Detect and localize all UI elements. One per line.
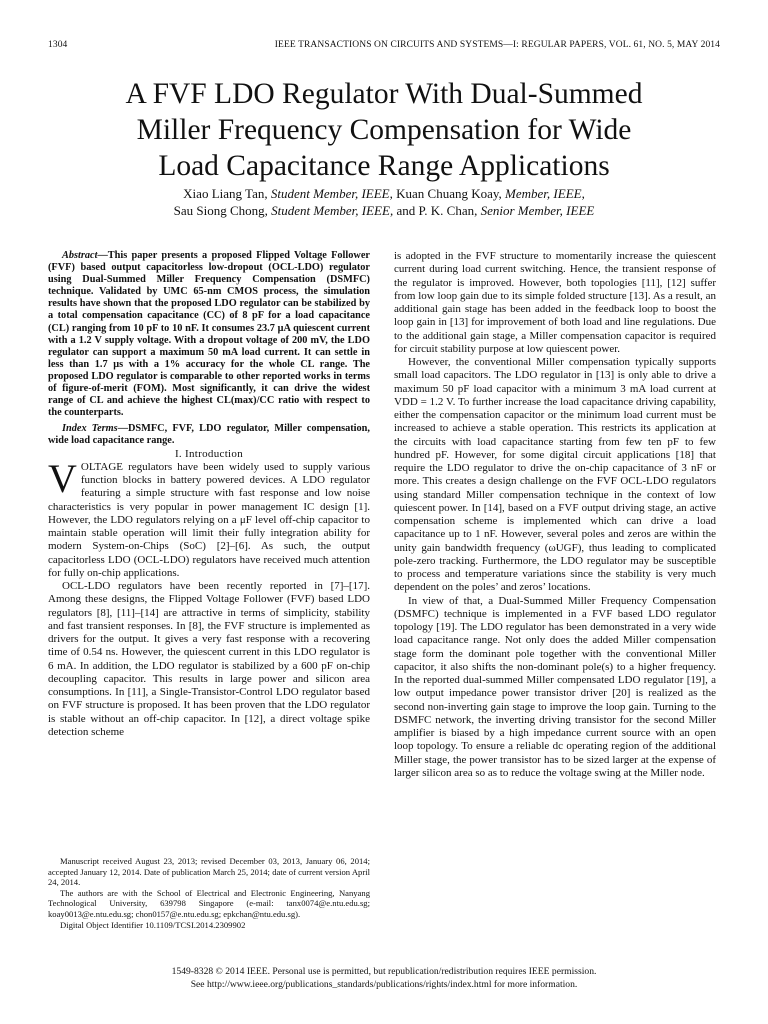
title-line-2: Miller Frequency Compensation for Wide (136, 114, 632, 146)
intro-paragraph-2: OCL-LDO regulators have been recently reported in [7]–[17]. Among these designs, the Flipped Voltage Follower (FVF) based LDO regulators [8], [11]–[14] are attractive in terms of simplicity, stability and fast transient responses. In [8], the FVF structure is implemented as drivers for the output. It gives a very fast response with a recovering time of 0.54 ns. However, the quiescent current in this LDO regulator is 6 mA. In addition, the LDO regulator is stabilized by a 600 pF on-chip decoupling capacitor. This results in large power and silicon area consumptions. In [11], a Single-Transistor-Control LDO regulator based on FVF structure is proposed. It has been proven that the LDO regulator is stable without an off-chip capacitor. In [12], a direct voltage spike detection scheme (48, 580, 370, 738)
author-name: Sau Siong Chong, (173, 203, 268, 218)
title-line-3: Load Capacitance Range Applications (158, 150, 610, 182)
author-role: Student Member, IEEE, (271, 203, 394, 218)
rights-link-line: See http://www.ieee.org/publications_standards/publications/rights/index.html for more information. (190, 978, 578, 990)
author-line-1 (48, 185, 720, 202)
footnote-manuscript: Manuscript received August 23, 2013; revised December 03, 2013, January 06, 2014; accepted January 12, 2014. Date of publication March 25, 2014; date of current version April 24, 2014. (48, 856, 370, 888)
footnote-doi: Digital Object Identifier 10.1109/TCSI.2014.2309902 (60, 919, 246, 930)
abstract-text: —This paper presents a proposed Flipped Voltage Follower (FVF) based output capacitorless low-dropout (OCL-LDO) regulator using Dual-Summed Miller Frequency Compensation (DSMFC) technique. Validated by UMC 65-nm CMOS process, the simulation results have shown that the proposed LDO regulator can be stabilized by a total compensation capacitance (CC) of 8 pF for a load capacitance (CL) ranging from 10 pF to 10 nF. It consumes 23.7 μA quiescent current with a 1.2 V supply voltage. With a dropout voltage of 200 mV, the LDO regulator can support a maximum 50 mA load current. It can settle in less than 1.7 μs with a 1% accuracy for the whole CL range. The proposed LDO regulator is comparable to other reported works in terms of figure-of-merit (FOM). Most significantly, it can drive the widest range of CL and achieve the highest CL(max)/CC ratio with respect to the counterparts. (48, 250, 370, 419)
author-list (48, 185, 720, 219)
abstract-label: Abstract (62, 250, 98, 261)
author-conjunction: and (396, 203, 416, 218)
body-paragraph: However, the conventional Miller compensation typically supports small load capacitors. The LDO regulator in [13] is only able to drive a maximum 50 pF load capacitor with a minimum 3 mA load current at VDD = 1.2 V. To further increase the load capacitance driving capability, either the compensation capacitor or the minimum load current must be increased to achieve a stable operation. This restricts its application at the circuits with load capacitance starting from few ten pF to few hundred pF. However, for some digital circuit applications [18] that require the LDO regulator to drive the on-chip capacitance of 3 nF or more. This creates a design challenge on the FVF OCL-LDO regulators using standard Miller compensation technique in the context of low quiescent power. In [14], based on a FVF output driving stage, an active compensation scheme is implemented which can drive a load capacitance up to 1 nF. However, several poles and zeros are within the unity gain bandwidth frequency (ωUGF), thus leading to complicated pole-zero tracking. Furthermore, the LDO regulator may be susceptible to process and temperature variations since the stability is very much dependent on the poles’ and zeros’ locations. (394, 356, 716, 594)
footnote-affiliation: The authors are with the School of Electrical and Electronic Engineering, Nanyang Technological University, 639798 Singapore (e-mail: tanx0074@e.ntu.edu.sg; koay0013@e.ntu.edu.sg; chon0157@e.ntu.edu.sg; epkchan@ntu.edu.sg). (48, 887, 370, 919)
copyright-footer (0, 966, 768, 991)
author-role: Student Member, IEEE, (270, 186, 393, 201)
title-line-1: A FVF LDO Regulator With Dual-Summed (125, 78, 643, 110)
index-terms-label: Index Terms (62, 423, 118, 435)
body-paragraph-continued: is adopted in the FVF structure to momentarily increase the quiescent current during load current switching. Hence, the transient response of the regulator is improved. However, both topologies [11], [12] suffer from low loop gain due to its simple folded structure [13]. As a result, an additional gain stage has been added in the feedback loop to boost the loop gain in [13] for improvement of both load and line regulations. Due to the additional gain stage, a Miller compensation capacitor is required for circuit stability purpose at low quiescent power. (394, 250, 716, 355)
abstract (48, 250, 370, 419)
author-name: Xiao Liang Tan, (183, 186, 268, 201)
author-name: Kuan Chuang Koay, (396, 186, 502, 201)
author-line-2 (48, 202, 720, 219)
journal-name: IEEE TRANSACTIONS ON CIRCUITS AND SYSTEMS—I: REGULAR PAPERS, VOL. 61, NO. 5, MAY 2014 (274, 40, 720, 50)
right-column (394, 250, 716, 780)
index-terms (48, 423, 370, 447)
intro-paragraph-1 (48, 455, 370, 580)
page-number: 1304 (48, 40, 68, 50)
footnotes (48, 856, 370, 930)
copyright-line: 1549-8328 © 2014 IEEE. Personal use is permitted, but republication/redistribution requires IEEE permission. (171, 966, 597, 977)
author-role: Member, IEEE, (505, 186, 585, 201)
drop-cap: V (48, 455, 77, 501)
intro-paragraph-1-text: OLTAGE regulators have been widely used to supply various function blocks in battery powered devices. A LDO regulator featuring a simple structure with fast response and low noise characteristics is very popular in power management IC design [1]. However, the LDO regulators relying on a μF level off-chip capacitor to maintain stable operation will limit their fully integration ability for modern System-on-Chips (SoC) [2]–[6]. As such, the output capacitorless LDO (OCL-LDO) regulators have received much attention for fully on-chip applications. (48, 460, 370, 579)
left-column (48, 250, 370, 739)
body-paragraph: In view of that, a Dual-Summed Miller Frequency Compensation (DSMFC) technique is implemented in a FVF based LDO regulator topology [19]. The LDO regulator has been demonstrated in a very wide load capacitance range. Not only does the added Miller compensation stage form the dominant pole together with the conventional Miller capacitor, it also shifts the non-dominant pole(s) to a higher frequency. In the reported dual-summed Miller compensated LDO regulator [19], a low output impedance power transistor driver [20] is realized as the second non-inverting gain stage to improve the loop gain. Turning to the DSMFC network, the inverting driving transistor for the second Miller amplifier is biased by a high impedance current source with an open loop topology. To ensure a reliable dc operating region of the additional Miller stage, the power transistor has to be sized larger at the expense of larger silicon area so as to reduce the voltage swing at the Miller node. (394, 594, 716, 779)
running-head (48, 40, 720, 50)
paper-title (40, 76, 728, 184)
author-role: Senior Member, IEEE (480, 203, 595, 218)
section-heading: I. Introduction (174, 447, 244, 460)
author-name: P. K. Chan, (418, 203, 478, 218)
index-terms-text: —DSMFC, FVF, LDO regulator, Miller compensation, wide load capacitance range. (48, 423, 370, 447)
